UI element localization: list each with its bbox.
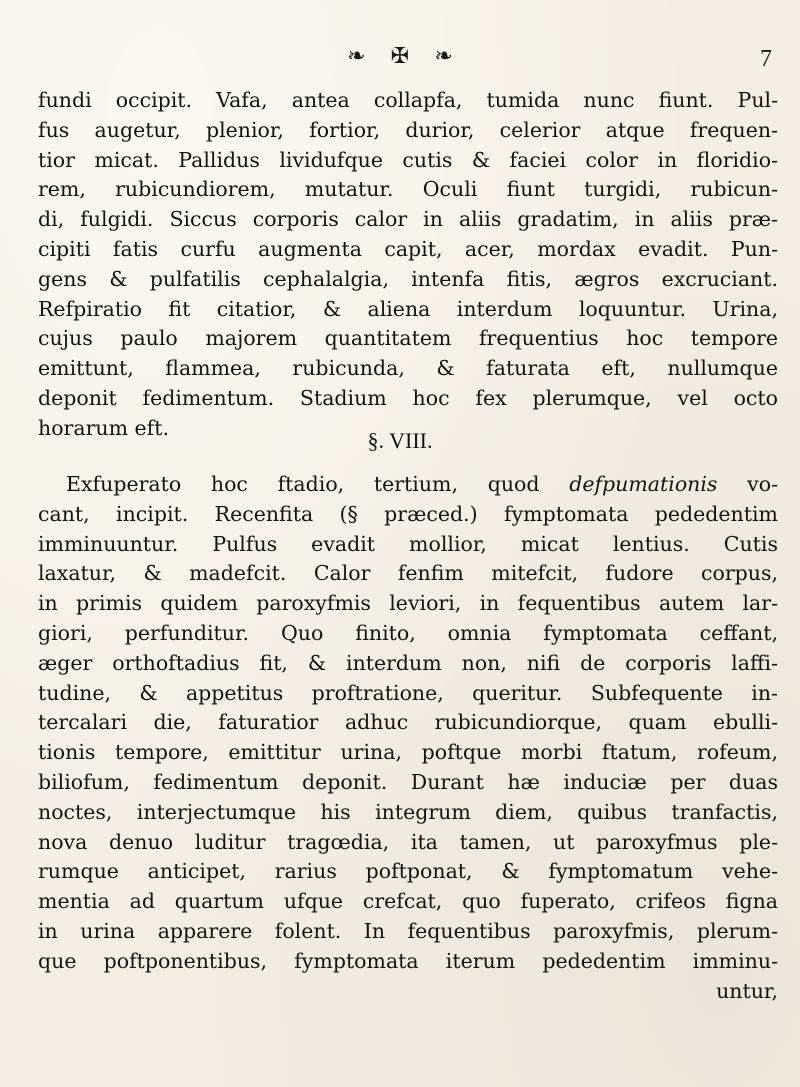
- text-line: in primis quidem paroxyfmis leviori, in fequentibus autem lar-: [38, 591, 778, 616]
- text-line: emittunt, flammea, rubicunda, & faturata eft, nullumque: [38, 356, 778, 381]
- text-line: noctes, interjectumque his integrum diem, quibus tranfactis,: [38, 799, 778, 824]
- text-line: in urina apparere folent. In fequentibus paroxyfmis, plerum-: [38, 918, 778, 943]
- text-line: tudine, & appetitus proftratione, queritur. Subfequente in-: [38, 680, 778, 705]
- text-line: [38, 470, 778, 500]
- text-line: rem, rubicundiorem, mutatur. Oculi fiunt turgidi, rubicun-: [38, 177, 778, 202]
- paragraph-1: [38, 86, 778, 444]
- text-line: rumque anticipet, rarius poftponat, & fymptomatum vehe-: [38, 859, 778, 884]
- text-line: cujus paulo majorem quantitatem frequentius hoc tempore: [38, 326, 778, 351]
- text-line: Refpiratio fit citatior, & aliena interdum loquuntur. Urina,: [38, 296, 778, 321]
- text-line: tionis tempore, emittitur urina, poftque morbi ftatum, rofeum,: [38, 740, 778, 765]
- text-line: tercalari die, faturatior adhuc rubicundiorque, quam ebulli-: [38, 710, 778, 735]
- text-line: mentia ad quartum ufque crefcat, quo fuperato, crifeos figna: [38, 889, 778, 914]
- page-number: 7: [760, 46, 772, 72]
- text-line: biliofum, fedimentum deponit. Durant hæ induciæ per duas: [38, 769, 778, 794]
- header-ornament: [0, 44, 800, 69]
- text-line: nova denuo luditur tragœdia, ita tamen, ut paroxyfmus ple-: [38, 829, 778, 854]
- text-line: tior micat. Pallidus lividufque cutis & faciei color in floridio-: [38, 147, 778, 172]
- italic-term: defpumationis: [569, 472, 718, 496]
- fleuron-right-icon: ❧: [434, 44, 453, 69]
- text-line: gens & pulfatilis cephalalgia, intenfa fitis, ægros excruciant.: [38, 266, 778, 291]
- text-line: laxatur, & madefcit. Calor fenfim mitefcit, fudore corpus,: [38, 561, 778, 586]
- paragraph-2: [38, 470, 778, 1006]
- text-line: æger orthoftadius fit, & interdum non, nifi de corporis laffi-: [38, 650, 778, 675]
- cross-ornament-icon: ✠: [390, 44, 410, 69]
- text-line: di, fulgidi. Siccus corporis calor in aliis gradatim, in aliis præ-: [38, 207, 778, 232]
- text-line: cipiti fatis curfu augmenta capit, acer, mordax evadit. Pun-: [38, 236, 778, 261]
- text-line: imminuuntur. Pulfus evadit mollior, micat lentius. Cutis: [38, 531, 778, 556]
- fleuron-left-icon: ❧: [347, 44, 366, 69]
- text-line: que poftponentibus, fymptomata iterum pededentim imminu-: [38, 948, 778, 973]
- text-line: fundi occipit. Vafa, antea collapfa, tumida nunc fiunt. Pul-: [38, 88, 778, 112]
- text-segment: vo-: [717, 472, 779, 496]
- text-line: deponit fedimentum. Stadium hoc fex plerumque, vel octo: [38, 385, 778, 410]
- text-line: fus augetur, plenior, fortior, durior, celerior atque frequen-: [38, 117, 778, 142]
- text-line: giori, perfunditur. Quo finito, omnia fymptomata ceffant,: [38, 620, 778, 645]
- text-segment: Exfuperato hoc ftadio, tertium, quod: [66, 472, 570, 496]
- text-line: horarum eft.: [38, 415, 169, 440]
- catchword: untur,: [716, 978, 778, 1003]
- section-heading: §. VIII.: [367, 428, 433, 453]
- text-line: cant, incipit. Recenfita (§ præced.) fymptomata pededentim: [38, 501, 778, 526]
